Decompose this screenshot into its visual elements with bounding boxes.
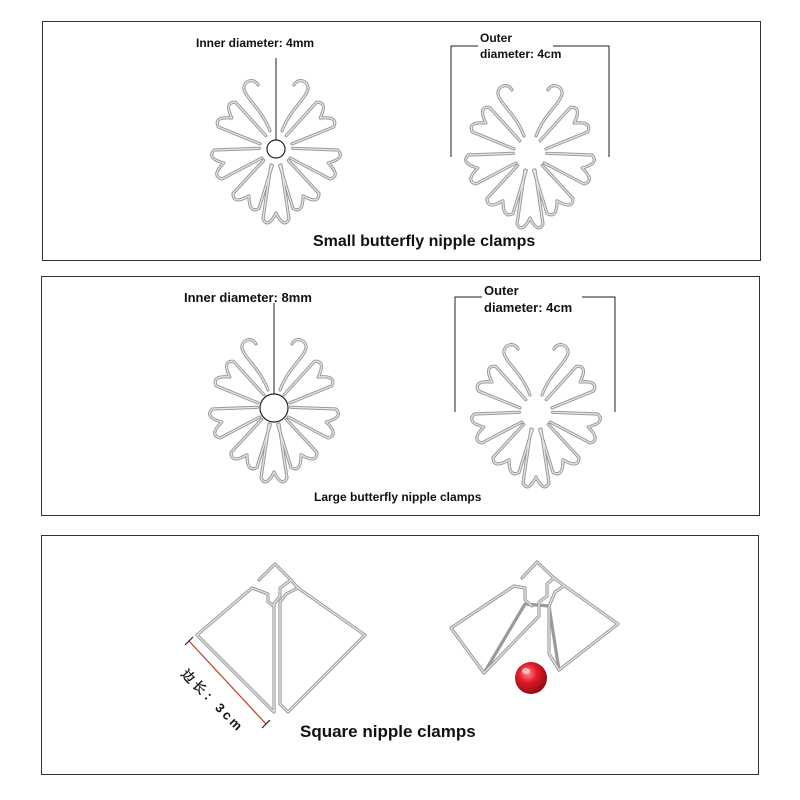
side-length-label: 边长：3cm bbox=[178, 666, 248, 736]
inner-diameter-label: Inner diameter: 4mm bbox=[196, 36, 315, 50]
large-butterfly-illustration bbox=[42, 277, 761, 517]
large-butterfly-clamp-right bbox=[472, 345, 601, 487]
wire-outline bbox=[472, 345, 601, 487]
outer-diameter-label-line2: diameter: 4cm bbox=[480, 47, 562, 61]
large-butterfly-panel bbox=[41, 276, 760, 516]
inner-diameter-ring bbox=[267, 140, 285, 158]
small-butterfly-caption: Small butterfly nipple clamps bbox=[313, 233, 536, 250]
large-butterfly-caption: Large butterfly nipple clamps bbox=[314, 490, 482, 504]
wire-outline bbox=[466, 86, 595, 228]
inner-diameter-ring bbox=[260, 394, 288, 422]
small-butterfly-illustration bbox=[43, 22, 762, 262]
outer-diameter-label-line2: diameter: 4cm bbox=[484, 300, 573, 315]
square-clamp-left bbox=[197, 564, 365, 712]
small-butterfly-clamp-right bbox=[466, 86, 595, 228]
square-clamps-panel bbox=[41, 535, 759, 775]
outer-diameter-label-line1: Outer bbox=[484, 283, 519, 298]
outer-diameter-label-line1: Outer bbox=[480, 31, 513, 45]
small-butterfly-panel bbox=[42, 21, 761, 261]
square-clamp-right bbox=[451, 562, 618, 673]
red-bead bbox=[515, 662, 547, 694]
outer-diameter-bracket bbox=[451, 46, 609, 157]
inner-diameter-label: Inner diameter: 8mm bbox=[184, 290, 312, 305]
square-clamps-caption: Square nipple clamps bbox=[300, 722, 476, 741]
